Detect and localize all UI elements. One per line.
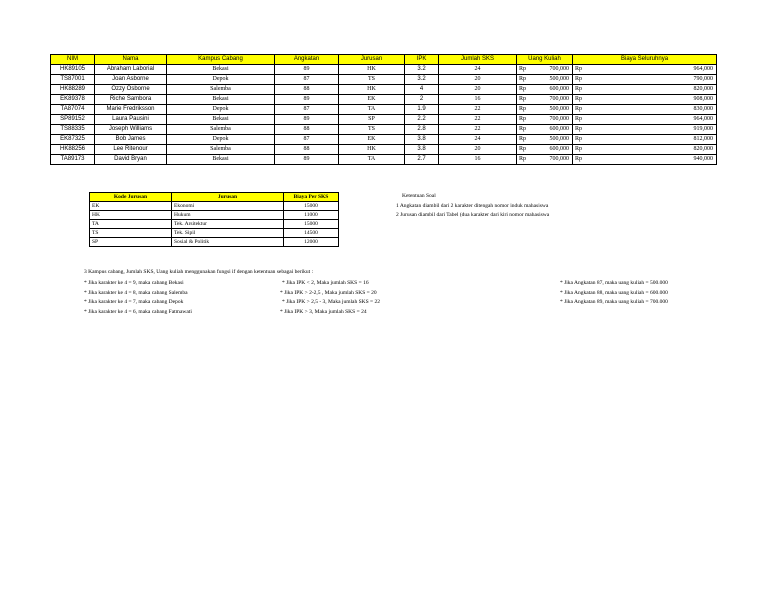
uang-currency-cell: Rp — [517, 145, 528, 155]
kode-jurusan-cell: SP — [90, 238, 172, 247]
biaya-seluruhnya-cell: 964,000 — [585, 115, 717, 125]
main-table-header-row — [51, 55, 717, 65]
nama-cell: Lee Ritenour — [95, 145, 167, 155]
notes-intro: 3 Kampus cabang, Jumlah SKS, Uang kuliah menggunakan fungsi if dengan ketentuan sebagai berikut : — [84, 269, 314, 275]
sks-cell: 20 — [439, 75, 517, 85]
header-angkatan: Angkatan — [275, 55, 339, 65]
nama-cell: Abraham Laborial — [95, 65, 167, 75]
nim-cell: HK89105 — [51, 65, 95, 75]
nim-cell: TS88335 — [51, 125, 95, 135]
kode-jurusan-cell: EK — [90, 202, 172, 211]
biaya-per-sks-cell: 15000 — [284, 220, 339, 229]
biaya-currency-cell: Rp — [573, 85, 585, 95]
table-row — [51, 135, 717, 145]
kampus-cell: Salemba — [167, 145, 275, 155]
table-row — [51, 75, 717, 85]
nim-cell: EK89378 — [51, 95, 95, 105]
uang-kuliah-cell: 500,000 — [528, 75, 573, 85]
biaya-currency-cell: Rp — [573, 65, 585, 75]
angkatan-cell: 89 — [275, 95, 339, 105]
jurusan-reference-table — [89, 192, 339, 247]
kampus-cell: Depok — [167, 75, 275, 85]
table-row — [51, 125, 717, 135]
ipk-cell: 2 — [405, 95, 439, 105]
sks-cell: 16 — [439, 95, 517, 105]
nim-cell: TS87001 — [51, 75, 95, 85]
kampus-cell: Bekasi — [167, 115, 275, 125]
kode-jurusan-cell: HK — [90, 211, 172, 220]
biaya-seluruhnya-cell: 790,000 — [585, 75, 717, 85]
biaya-currency-cell: Rp — [573, 105, 585, 115]
ipk-cell: 3.2 — [405, 75, 439, 85]
biaya-currency-cell: Rp — [573, 135, 585, 145]
header-uang-kuliah: Uang Kuliah — [517, 55, 573, 65]
kampus-cell: Depok — [167, 135, 275, 145]
table-row — [51, 145, 717, 155]
sks-cell: 22 — [439, 105, 517, 115]
nama-cell: Riche Sambora — [95, 95, 167, 105]
jurusan-cell: TA — [339, 105, 405, 115]
uang-currency-cell: Rp — [517, 125, 528, 135]
jurusan-cell: EK — [339, 135, 405, 145]
jurusan-cell: TS — [339, 75, 405, 85]
nim-cell: SP89152 — [51, 115, 95, 125]
ipk-cell: 2.2 — [405, 115, 439, 125]
angkatan-cell: 89 — [275, 155, 339, 165]
ketentuan-item-2: 2 Jurusan diambil dari Tabel (dua karakter dari kiri nomor mahasiswa — [396, 212, 550, 218]
biaya-currency-cell: Rp — [573, 145, 585, 155]
student-data-table — [50, 54, 717, 165]
note-sks-4: * Jika IPK > 3, Maka jumlah SKS = 24 — [280, 309, 367, 315]
kode-jurusan-cell: TS — [90, 229, 172, 238]
table-row — [51, 85, 717, 95]
nim-cell: HK88256 — [51, 145, 95, 155]
angkatan-cell: 89 — [275, 115, 339, 125]
header-jurusan: Jurusan — [339, 55, 405, 65]
biaya-currency-cell: Rp — [573, 155, 585, 165]
note-cabang-1: * Jika karakter ke 4 = 9, maka cabang Bekasi — [84, 280, 184, 286]
table-row — [51, 105, 717, 115]
table-row — [90, 238, 339, 247]
nama-cell: David Bryan — [95, 155, 167, 165]
nama-cell: Joseph Williams — [95, 125, 167, 135]
nim-cell: HK88289 — [51, 85, 95, 95]
jurusan-cell: EK — [339, 95, 405, 105]
jurusan-cell: HK — [339, 65, 405, 75]
nama-cell: Joan Asborne — [95, 75, 167, 85]
table-row — [51, 115, 717, 125]
table-row — [90, 202, 339, 211]
uang-kuliah-cell: 600,000 — [528, 145, 573, 155]
nama-cell: Bob James — [95, 135, 167, 145]
uang-currency-cell: Rp — [517, 85, 528, 95]
ketentuan-title: Ketentuan Soal — [402, 193, 436, 199]
uang-kuliah-cell: 700,000 — [528, 115, 573, 125]
ipk-cell: 2.7 — [405, 155, 439, 165]
note-cabang-3: * Jika karakter ke 4 = 7, maka cabang Depok — [84, 299, 184, 305]
uang-currency-cell: Rp — [517, 75, 528, 85]
uang-currency-cell: Rp — [517, 65, 528, 75]
header-biaya-seluruhnya: Biaya Seluruhnya — [573, 55, 717, 65]
uang-kuliah-cell: 500,000 — [528, 135, 573, 145]
ipk-cell: 1.9 — [405, 105, 439, 115]
sks-cell: 20 — [439, 145, 517, 155]
note-cabang-4: * Jika karakter ke 4 = 6, maka cabang Fatmawati — [84, 309, 192, 315]
header-jumlah-sks: Jumlah SKS — [439, 55, 517, 65]
biaya-seluruhnya-cell: 908,000 — [585, 95, 717, 105]
ref-jurusan-cell: Hukum — [172, 211, 284, 220]
note-uang-1: * Jika Angkatan 87, maka uang kuliah = 500.000 — [560, 280, 668, 286]
kampus-cell: Bekasi — [167, 65, 275, 75]
biaya-seluruhnya-cell: 964,000 — [585, 65, 717, 75]
biaya-per-sks-cell: 14500 — [284, 229, 339, 238]
sks-cell: 24 — [439, 65, 517, 75]
note-sks-2: * Jika IPK > 2-2,5 , Maka jumlah SKS = 20 — [280, 290, 377, 296]
angkatan-cell: 87 — [275, 75, 339, 85]
jurusan-cell: SP — [339, 115, 405, 125]
ipk-cell: 3.2 — [405, 65, 439, 75]
ipk-cell: 4 — [405, 85, 439, 95]
nama-cell: Ozzy Osborne — [95, 85, 167, 95]
kampus-cell: Bekasi — [167, 95, 275, 105]
note-sks-3: * Jika IPK > 2,5 - 3, Maka jumlah SKS = 22 — [282, 299, 381, 305]
ref-jurusan-cell: Tek. Sipil — [172, 229, 284, 238]
table-row — [51, 95, 717, 105]
biaya-seluruhnya-cell: 940,000 — [585, 155, 717, 165]
header-kampus-cabang: Kampus Cabang — [167, 55, 275, 65]
nim-cell: TA87074 — [51, 105, 95, 115]
kampus-cell: Depok — [167, 105, 275, 115]
jurusan-cell: TA — [339, 155, 405, 165]
ipk-cell: 2.8 — [405, 125, 439, 135]
header-kode-jurusan: Kode Jurusan — [90, 193, 172, 202]
note-sks-1: * Jika IPK < 2, Maka jumlah SKS = 16 — [282, 280, 369, 286]
kode-jurusan-cell: TA — [90, 220, 172, 229]
angkatan-cell: 88 — [275, 85, 339, 95]
nama-cell: Laura Pausini — [95, 115, 167, 125]
biaya-per-sks-cell: 11000 — [284, 211, 339, 220]
header-ipk: IPK — [405, 55, 439, 65]
uang-currency-cell: Rp — [517, 135, 528, 145]
ref-jurusan-cell: Tek. Arsitektur — [172, 220, 284, 229]
angkatan-cell: 87 — [275, 105, 339, 115]
table-row — [90, 229, 339, 238]
jurusan-cell: HK — [339, 145, 405, 155]
table-row — [51, 65, 717, 75]
sks-cell: 24 — [439, 135, 517, 145]
nim-cell: TA89173 — [51, 155, 95, 165]
ref-jurusan-cell: Sosial & Politik — [172, 238, 284, 247]
uang-kuliah-cell: 500,000 — [528, 105, 573, 115]
kampus-cell: Salemba — [167, 125, 275, 135]
sks-cell: 16 — [439, 155, 517, 165]
biaya-currency-cell: Rp — [573, 115, 585, 125]
table-row — [51, 155, 717, 165]
angkatan-cell: 89 — [275, 65, 339, 75]
biaya-seluruhnya-cell: 820,000 — [585, 85, 717, 95]
biaya-per-sks-cell: 15000 — [284, 202, 339, 211]
angkatan-cell: 87 — [275, 135, 339, 145]
biaya-currency-cell: Rp — [573, 75, 585, 85]
biaya-seluruhnya-cell: 812,000 — [585, 135, 717, 145]
biaya-currency-cell: Rp — [573, 95, 585, 105]
nim-cell: EK87325 — [51, 135, 95, 145]
ipk-cell: 3.8 — [405, 145, 439, 155]
ipk-cell: 3.8 — [405, 135, 439, 145]
uang-kuliah-cell: 700,000 — [528, 95, 573, 105]
angkatan-cell: 88 — [275, 125, 339, 135]
header-nim: NIM — [51, 55, 95, 65]
header-nama: Nama — [95, 55, 167, 65]
uang-currency-cell: Rp — [517, 105, 528, 115]
table-row — [90, 211, 339, 220]
biaya-seluruhnya-cell: 919,000 — [585, 125, 717, 135]
note-cabang-2: * Jika karakter ke 4 = 8, maka cabang Salemba — [84, 290, 188, 296]
uang-kuliah-cell: 700,000 — [528, 155, 573, 165]
sks-cell: 22 — [439, 115, 517, 125]
note-uang-2: * Jika Angkatan 88, maka uang kuliah = 600.000 — [560, 290, 668, 296]
biaya-seluruhnya-cell: 820,000 — [585, 145, 717, 155]
ref-table-header-row — [90, 193, 339, 202]
sks-cell: 20 — [439, 85, 517, 95]
uang-currency-cell: Rp — [517, 115, 528, 125]
table-row — [90, 220, 339, 229]
sks-cell: 22 — [439, 125, 517, 135]
header-biaya-per-sks: Biaya Per SKS — [284, 193, 339, 202]
biaya-currency-cell: Rp — [573, 125, 585, 135]
uang-currency-cell: Rp — [517, 155, 528, 165]
jurusan-cell: HK — [339, 85, 405, 95]
note-uang-3: * Jika Angkatan 89, maka uang kuliah = 700.000 — [560, 299, 668, 305]
uang-kuliah-cell: 600,000 — [528, 125, 573, 135]
uang-kuliah-cell: 700,000 — [528, 65, 573, 75]
nama-cell: Marie Fredriksson — [95, 105, 167, 115]
header-ref-jurusan: Jurusan — [172, 193, 284, 202]
biaya-per-sks-cell: 12000 — [284, 238, 339, 247]
ketentuan-item-1: 1 Angkatan diambil dari 2 karakter ditengah nomor induk mahasiswa — [396, 203, 549, 209]
biaya-seluruhnya-cell: 830,000 — [585, 105, 717, 115]
kampus-cell: Salemba — [167, 85, 275, 95]
angkatan-cell: 88 — [275, 145, 339, 155]
kampus-cell: Bekasi — [167, 155, 275, 165]
jurusan-cell: TS — [339, 125, 405, 135]
uang-currency-cell: Rp — [517, 95, 528, 105]
ref-jurusan-cell: Ekonomi — [172, 202, 284, 211]
uang-kuliah-cell: 600,000 — [528, 85, 573, 95]
